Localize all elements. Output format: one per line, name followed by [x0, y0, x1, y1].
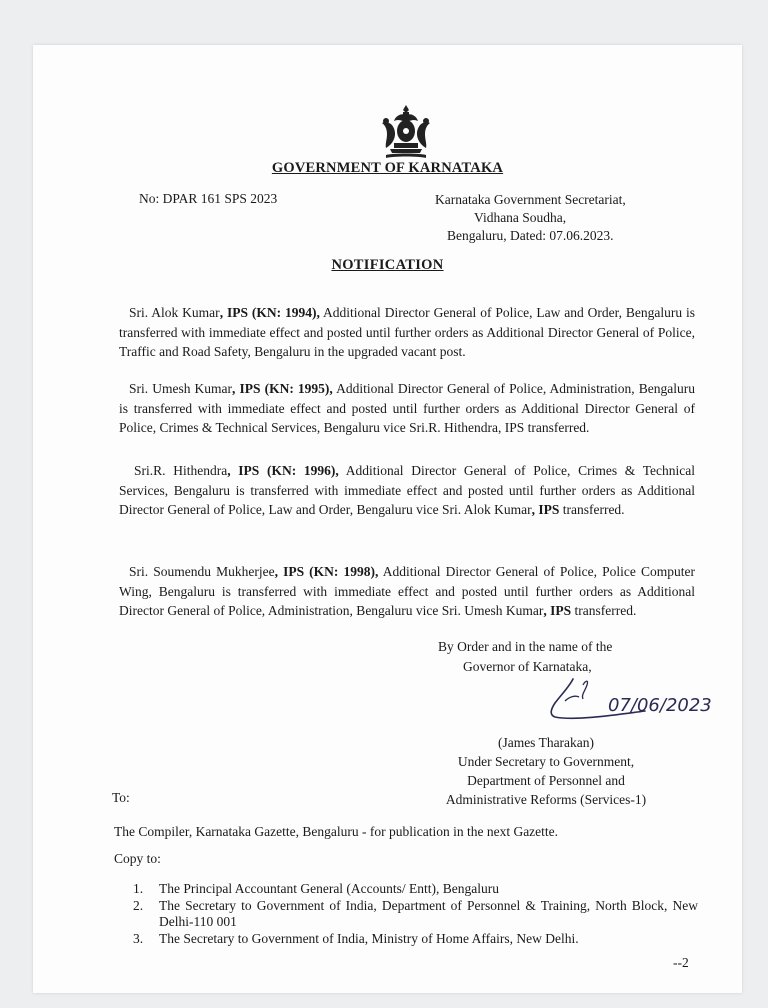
karnataka-state-emblem-icon	[376, 101, 436, 163]
address-line-1: Karnataka Government Secretariat,	[435, 192, 626, 207]
signatory-name: (James Tharakan)	[497, 735, 595, 750]
page-continuation: --2	[673, 955, 689, 970]
issuing-address	[435, 191, 626, 245]
list-item	[133, 898, 698, 930]
officer-service: , IPS (KN: 1996),	[227, 463, 339, 478]
transfer-paragraph-4	[119, 562, 695, 621]
list-item	[133, 931, 698, 947]
officer-name: Sri. Soumendu Mukherjee	[129, 564, 275, 579]
paragraph-text: Additional Director General of Police, Crimes & Technical Services, Bengaluru is transferred with immediate effect and posted until further orders as Additional Director General of Police, Law and Order, Bengaluru vice Sri. Alok Kumar	[119, 463, 696, 517]
copy-to-label: Copy to:	[114, 851, 161, 866]
address-line-3: Bengaluru, Dated: 07.06.2023.	[447, 228, 614, 243]
document-page	[33, 45, 742, 993]
list-item-number: 1.	[133, 881, 144, 896]
officer-name: Sri. Alok Kumar	[129, 305, 220, 320]
officer-name: Sri.R. Hithendra	[134, 463, 228, 478]
paragraph-end: transferred.	[559, 502, 625, 517]
paragraph-text: Additional Director General of Police, Administration, Bengaluru is transferred with immediate effect and posted until further orders as Additional Director General of Police, Crimes & Technical Services, Bengaluru vice Sri.R. Hithendra, IPS transferred.	[119, 381, 695, 435]
vice-officer-service: , IPS	[531, 502, 560, 517]
list-item-text: The Principal Accountant General (Accounts/ Entt), Bengaluru	[159, 881, 500, 896]
paragraph-text: Additional Director General of Police, Law and Order, Bengaluru is transferred with immediate effect and posted until further orders as Additional Director General of Police, Traffic and Road Safety, Bengaluru in the upgraded vacant post.	[119, 305, 695, 359]
officer-service: , IPS (KN: 1994),	[219, 305, 320, 320]
list-item-text: The Secretary to Government of India, Department of Personnel & Training, North Block, New Delhi-110 001	[159, 898, 698, 929]
notification-heading: NOTIFICATION	[331, 257, 444, 273]
transfer-paragraph-1	[119, 303, 695, 362]
list-item-text: The Secretary to Government of India, Ministry of Home Affairs, New Delhi.	[159, 931, 579, 946]
officer-service: , IPS (KN: 1995),	[232, 381, 333, 396]
paragraph-end: transferred.	[571, 603, 637, 618]
handwritten-signature	[513, 673, 733, 723]
transfer-paragraph-2	[119, 379, 695, 438]
government-title: GOVERNMENT OF KARNATAKA	[271, 160, 504, 176]
signatory-designation-2: Department of Personnel and	[467, 773, 625, 788]
order-authority	[438, 637, 612, 677]
order-line-1: By Order and in the name of the	[438, 639, 613, 654]
signatory-designation-1: Under Secretary to Government,	[457, 754, 635, 769]
transfer-paragraph-3	[119, 461, 695, 520]
paragraph-text: Additional Director General of Police, Police Computer Wing, Bengaluru is transferred with immediate effect and posted until further orders as Additional Director General of Police, Administration, Bengaluru vice Sri. Umesh Kumar	[119, 564, 695, 618]
address-line-2: Vidhana Soudha,	[474, 210, 567, 225]
vice-officer-service: , IPS	[543, 603, 572, 618]
list-item-number: 3.	[133, 931, 144, 946]
copy-list	[133, 881, 698, 948]
signatory-block	[421, 733, 671, 809]
signature-date: 07/06/2023	[608, 695, 712, 716]
compiler-line: The Compiler, Karnataka Gazette, Bengaluru - for publication in the next Gazette.	[114, 824, 559, 839]
list-item-number: 2.	[133, 898, 144, 913]
officer-name: Sri. Umesh Kumar	[129, 381, 233, 396]
signatory-designation-3: Administrative Reforms (Services-1)	[445, 792, 647, 807]
order-line-2: Governor of Karnataka,	[463, 659, 592, 674]
reference-number: No: DPAR 161 SPS 2023	[139, 191, 278, 206]
to-label: To:	[112, 790, 130, 805]
list-item	[133, 881, 698, 897]
officer-service: , IPS (KN: 1998),	[274, 564, 379, 579]
